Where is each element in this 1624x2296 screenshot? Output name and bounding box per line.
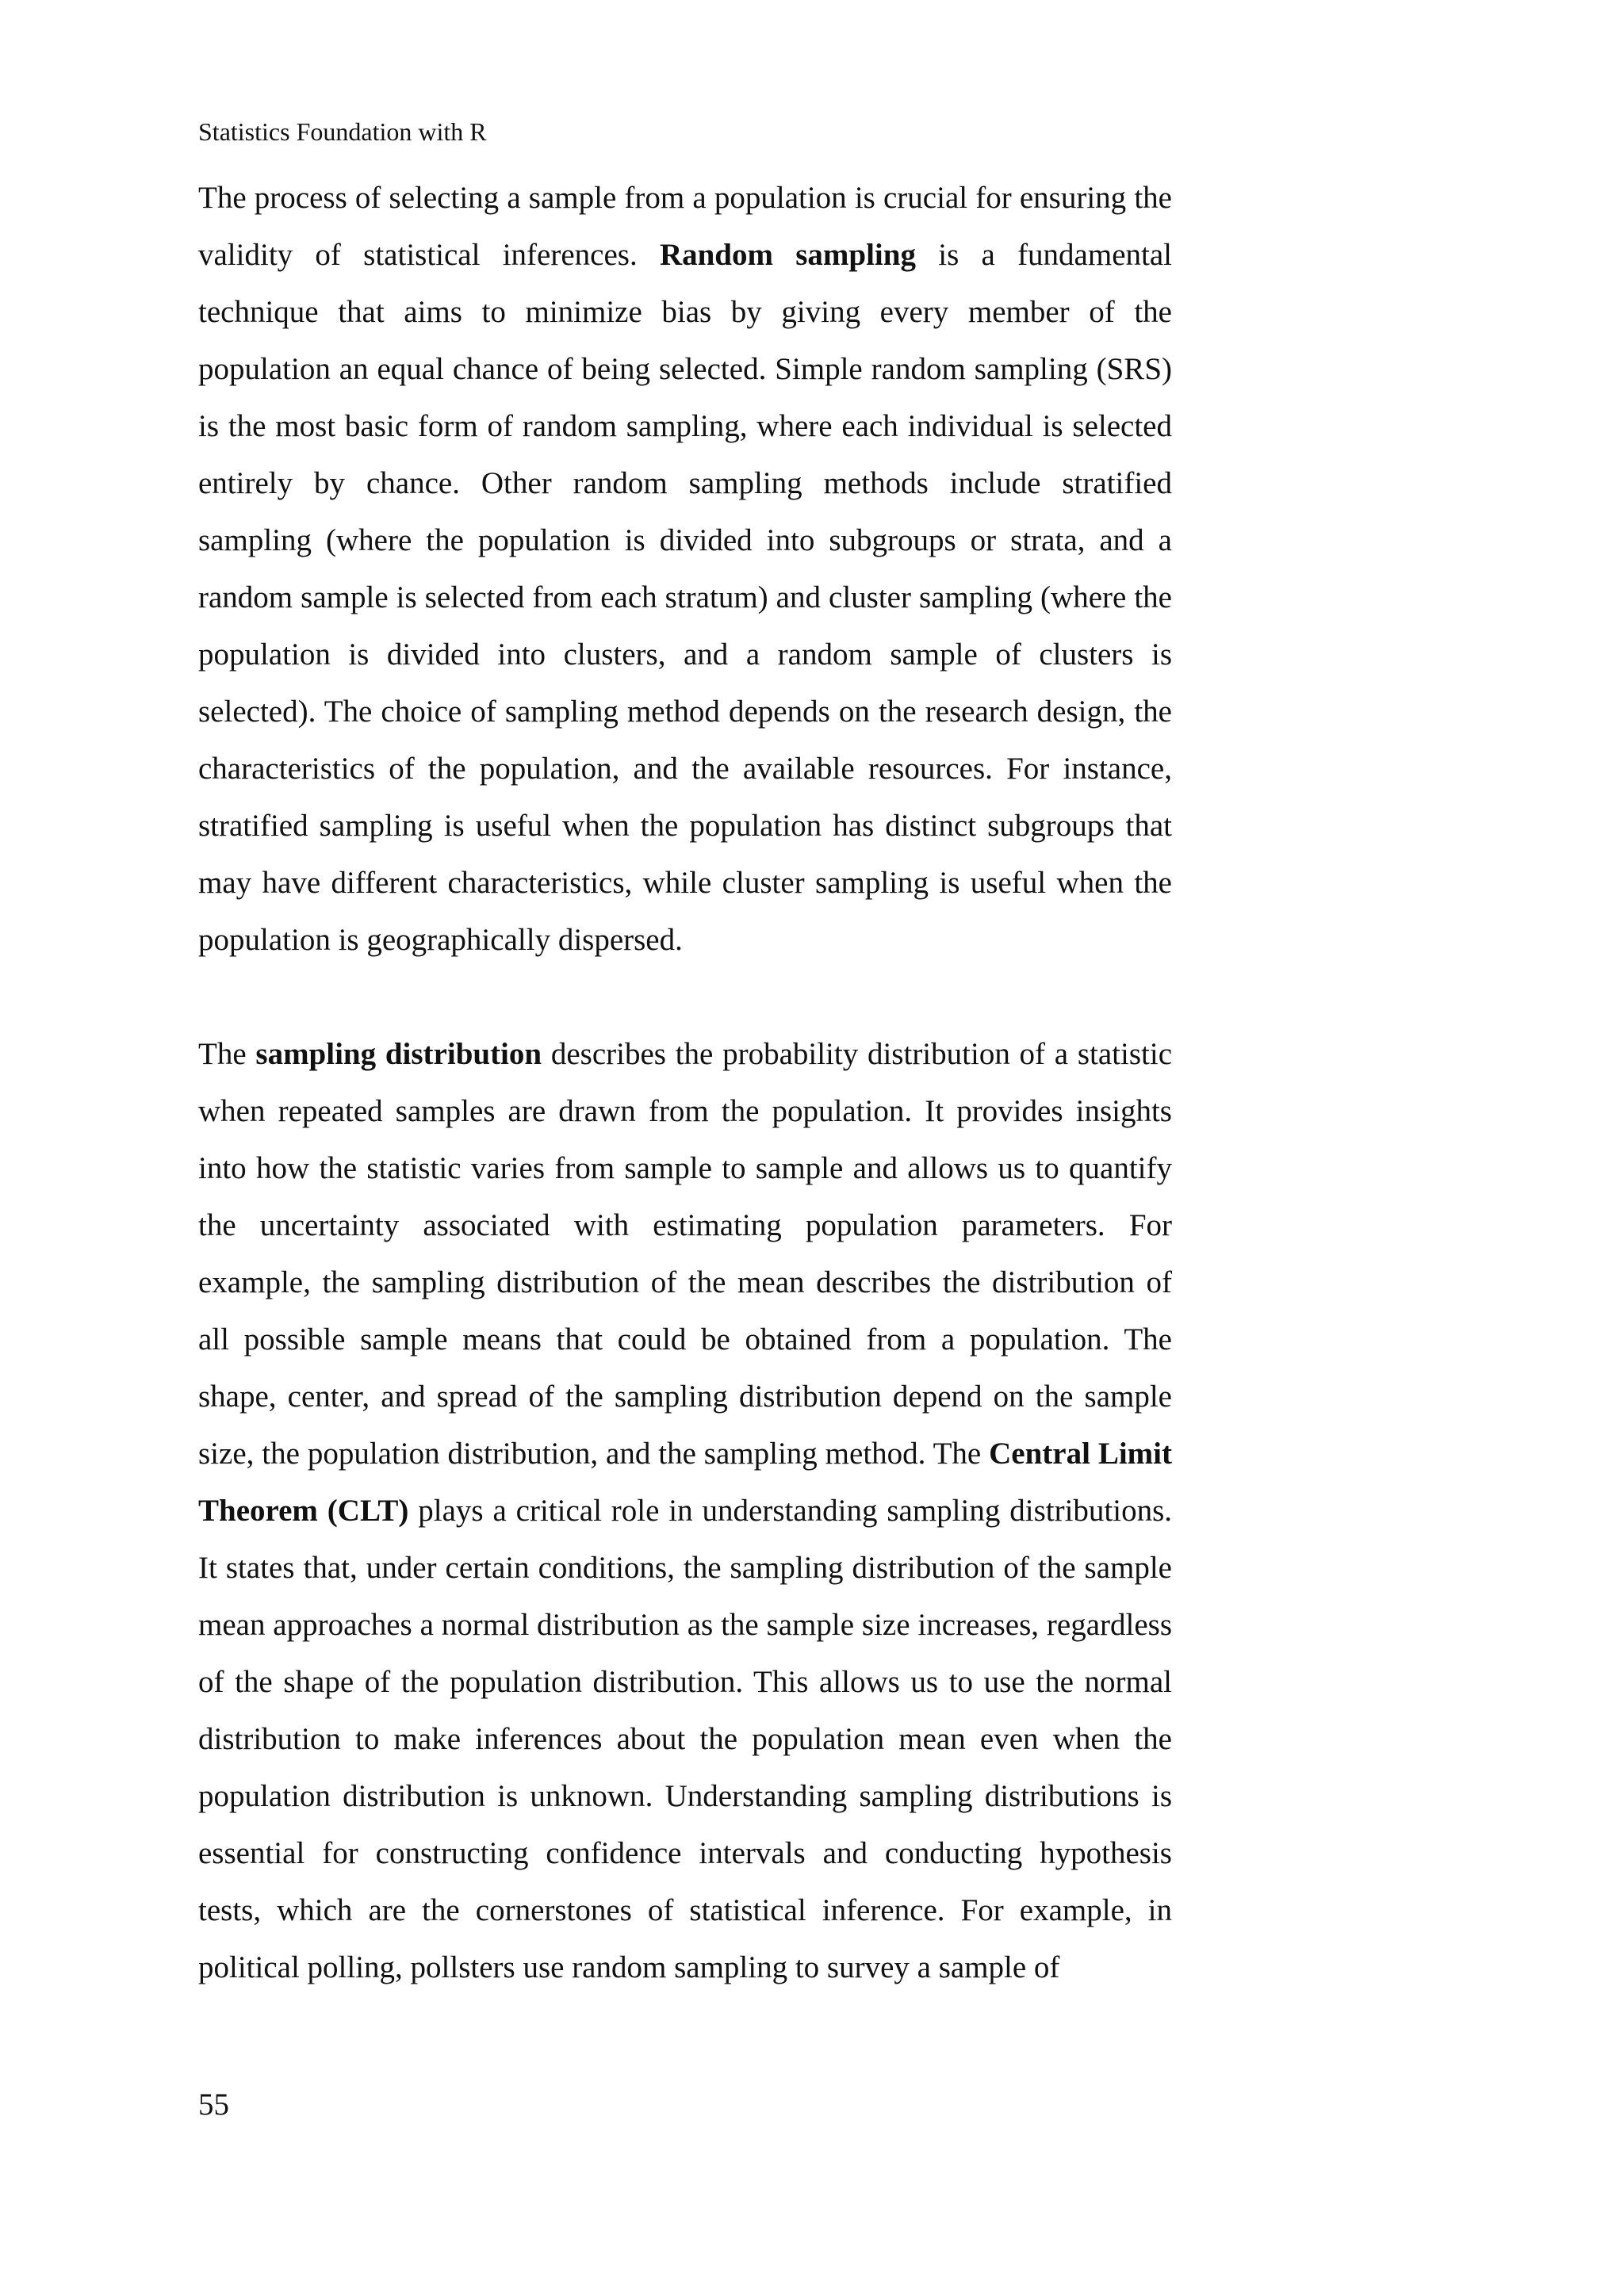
running-header-title: Statistics Foundation with R [198,117,487,146]
paragraph-text: is a fundamental technique that aims to minimize bias by giving every member of the population an equal chance of being selected. Simple random sampling (SRS) is the most basic form of random sampling, where each individual is selected entirely by chance. Other random sampling methods include stratified sampling (where the population is divided into subgroups or strata, and a random sample is selected from each stratum) and cluster sampling (where the population is divided into clusters, and a random sample of clusters is selected). The choice of sampling method depends on the research design, the characteristics of the population, and the available resources. For instance, stratified sampling is useful when the population has distinct subgroups that may have different characteristics, while cluster sampling is useful when the population is geographically dispersed. [198,238,1172,957]
bold-term-sampling-distribution: sampling distribution [255,1037,542,1071]
paragraph-text: describes the probability distribution of a statistic when repeated samples are drawn from the population. It provides insights into how the statistic varies from sample to sample and allows us to quantify the uncertainty associated with estimating population parameters. For example, the sampling distribution of the mean describes the distribution of all possible sample means that could be obtained from a population. The shape, center, and spread of the sampling distribution depend on the sample size, the population distribution, and the sampling method. The [198,1037,1173,1471]
paragraph-random-sampling [198,170,1172,969]
paragraph-sampling-distribution [198,1026,1172,1996]
bold-term-central-limit-theorem: Central Limit Theorem (CLT) [198,1437,1172,1528]
bold-term-random-sampling: Random sampling [659,238,916,272]
page-number: 55 [198,2087,229,2122]
paragraph-text: The process of selecting a sample from a population is crucial for ensuring the validity of statistical inferences. [198,181,1172,272]
paragraph-text: plays a critical role in understanding sampling distributions. It states that, under certain conditions, the sampling distribution of the sample mean approaches a normal distribution as the sample size increases, regardless of the shape of the population distribution. This allows us to use the normal distribution to make inferences about the population mean even when the population distribution is unknown. Understanding sampling distributions is essential for constructing confidence intervals and conducting hypothesis tests, which are the cornerstones of statistical inference. For example, in political polling, pollsters use random sampling to survey a sample of [198,1494,1172,1984]
paragraph-text: The [198,1037,256,1071]
